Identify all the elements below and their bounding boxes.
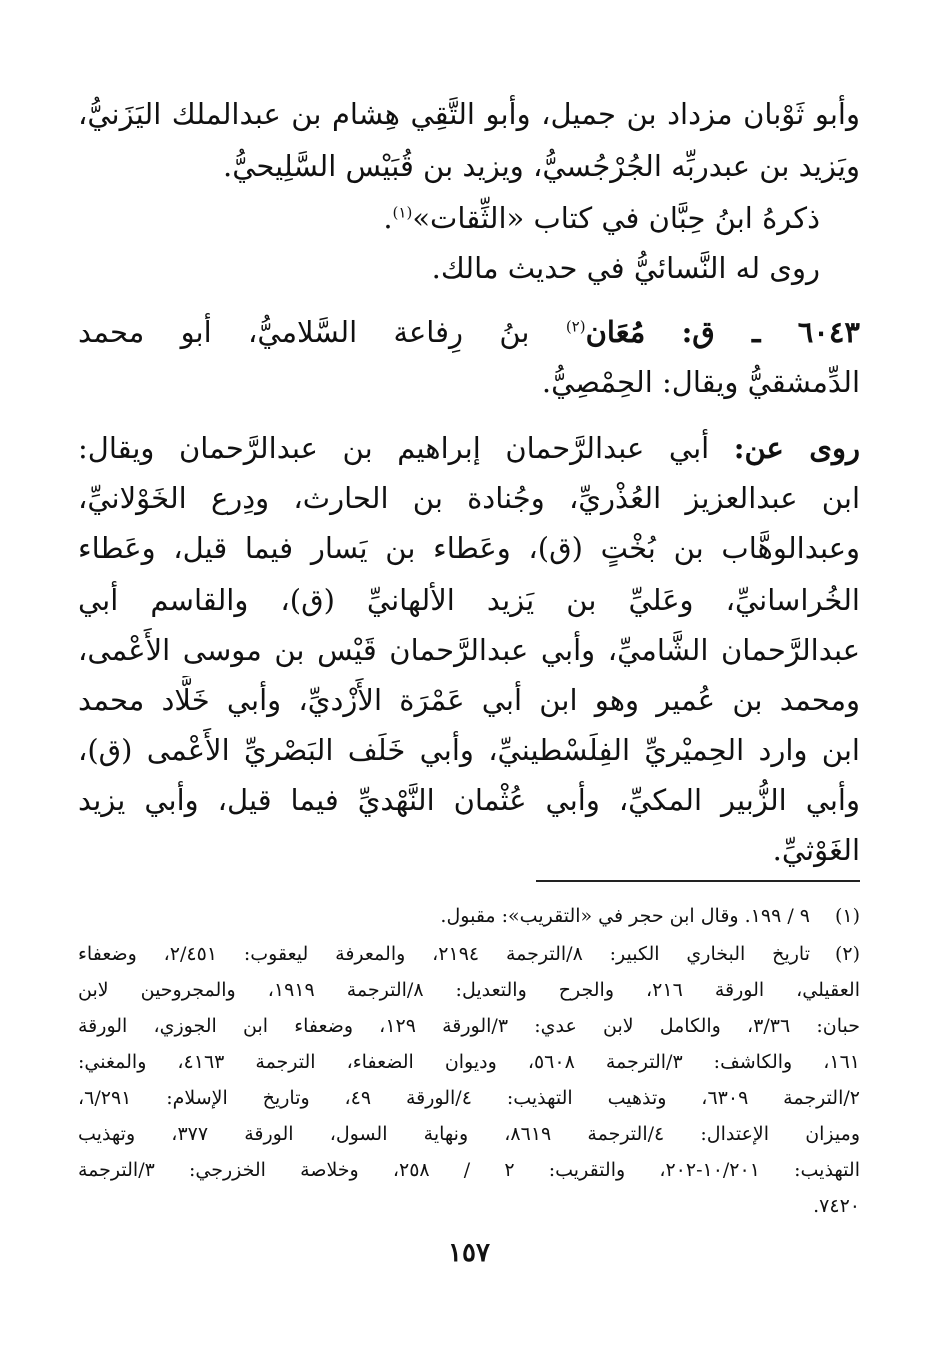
footnote-line: تاريخ البخاري الكبير: ٨/الترجمة ٢١٩٤، والمعرفة ليعقوب: ٢/٤٥١، وضعفاء [78, 943, 810, 965]
narration-line: وعبدالوهَّاب بن بُخْتٍ (ق)، وعَطاء بن يَسار فيما قيل، وعَطاء [78, 531, 860, 565]
entry-line: الدِّمشقيُّ ويقال: الحِمْصِيُّ. [541, 365, 860, 399]
page-number: ١٥٧ [448, 1238, 490, 1268]
footnote-line: العقيلي، الورقة ٢١٦، والجرح والتعديل: ٨/الترجمة ١٩١٩، والمجروحين لابن [78, 979, 860, 1001]
narration-first-line [78, 424, 860, 472]
narration-line: وأبي الزُّبير المكيِّ، وأبي عُثْمان النَّهْديِّ فيما قيل، وأبي يزيد [78, 783, 860, 817]
text-line: وأبو ثَوْبان مزداد بن جميل، وأبو التَّقِي هِشام بن عبدالملك اليَزَنيُّ، [78, 97, 860, 131]
narration-line: عبدالرَّحمان الشَّاميِّ، وأبي عبدالرَّحمان قَيْس بن موسى الأَعْمى، [78, 633, 860, 667]
footnote-ref: (٢) [565, 317, 586, 336]
narration-line: ابن وارد الحِميْريِّ الفِلَسْطينيِّ، وأبي خَلَف البَصْريِّ الأَعْمى (ق)، [78, 733, 860, 767]
citation-end: . [383, 201, 393, 235]
narration-line: ومحمد بن عُمير وهو ابن أبي عَمْرَة الأَزْديِّ، وأبي خَلَّاد محمد [78, 683, 860, 717]
footnote-line: ٧٤٢٠. [813, 1195, 860, 1217]
narration-line: ابن عبدالعزيز العُذْريِّ، وجُنادة بن الحارث، ودِرع الخَوْلانيِّ، [78, 481, 860, 515]
footnote-line: ٩ / ١٩٩. وقال ابن حجر في «التقريب»: مقبول. [440, 905, 810, 927]
footnote-line: التهذيب: ١٠/٢٠١-٢٠٢، والتقريب: ٢ / ٢٥٨، وخلاصة الخزرجي: ٣/الترجمة [78, 1159, 860, 1181]
footnote-line: حبان: ٣/٣٦، والكامل لابن عدي: ٣/الورقة ١٢٩، وضعفاء ابن الجوزي، الورقة [78, 1015, 860, 1037]
narration-label: روى عن: [733, 431, 860, 465]
footnote-line: وميزان الإعتدال: ٤/الترجمة ٨٦١٩، ونهاية السول، الورقة ٣٧٧، وتهذيب [78, 1123, 860, 1145]
entry-lineage: بنُ رِفاعة السَّلاميُّ، أبو محمد [78, 315, 530, 349]
citation-line [78, 194, 820, 242]
footnote-line: ٢/الترجمة ٦٣٠٩، وتذهيب التهذيب: ٤/الورقة ٤٩، وتاريخ الإسلام: ٦/٢٩١، [78, 1087, 860, 1109]
citation-text: ذكرهُ ابنُ حِبَّان في كتاب «الثِّقات» [412, 201, 820, 235]
entry-name: مُعَان [585, 315, 646, 349]
narration-text: أبي عبدالرَّحمان إبراهيم بن عبدالرَّحمان ويقال: [78, 431, 710, 465]
entry-heading [78, 308, 860, 356]
footnote-number: (١) [834, 905, 860, 927]
footnote-line: ١٦١، والكاشف: ٣/الترجمة ٥٦٠٨، وديوان الضعفاء، الترجمة ٤١٦٣، والمغني: [78, 1051, 860, 1073]
narrated-by-line: روى له النَّسائيُّ في حديث مالك. [431, 251, 820, 285]
narration-line: الخُراسانيِّ، وعَليِّ بن يَزيد الألهانيِّ (ق)، والقاسم أبي [78, 583, 860, 617]
footnote-number: (٢) [834, 943, 860, 965]
narration-line: الغَوْثيِّ. [772, 833, 860, 867]
footnote-ref: (١) [392, 203, 413, 222]
entry-number: ٦٠٤٣ ـ ق: [681, 315, 860, 349]
footnote-divider [536, 880, 860, 882]
text-line: ويَزيد بن عبدربِّه الجُرْجُسيُّ، ويزيد بن قُبَيْس السَّلِيحيُّ. [223, 149, 860, 183]
